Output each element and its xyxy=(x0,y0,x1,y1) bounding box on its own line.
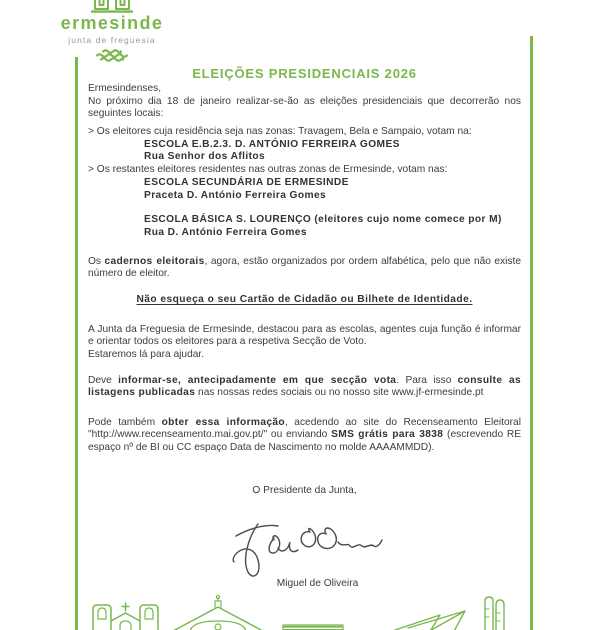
cadernos-paragraph xyxy=(88,256,521,281)
intro-paragraph xyxy=(88,83,521,121)
logo-name: ermesinde xyxy=(60,13,164,33)
school-1-address: Rua Senhor dos Aflitos xyxy=(144,151,266,163)
school-2-address: Praceta D. António Ferreira Gomes xyxy=(144,189,327,201)
pode-bold-2: SMS grátis para 3838 xyxy=(331,429,444,441)
cadernos-text-2: , agora, estão organizados por ordem alfabética, pelo que não existe número de eleitor. xyxy=(88,256,522,280)
school-1-name: ESCOLA E.B.2.3. D. ANTÓNIO FERREIRA GOMES xyxy=(144,138,400,150)
pode-bold-1: obter essa informação xyxy=(161,417,285,428)
cadernos-bold-1: cadernos eleitorais xyxy=(104,256,205,267)
right-border-line xyxy=(530,36,533,630)
cadernos-text-1: Os xyxy=(88,256,105,267)
dome-pavilion-icon xyxy=(173,595,263,630)
rule-zones-1: > Os eleitores cuja residência seja nas zonas: Travagem, Bela e Sampaio, votam na: xyxy=(88,126,472,137)
deve-paragraph xyxy=(88,375,521,400)
logo xyxy=(60,0,164,63)
tall-tower-icon xyxy=(485,597,504,630)
page-title: ELEIÇÕES PRESIDENCIAIS 2026 xyxy=(192,65,417,81)
school-2-name: ESCOLA SECUNDÁRIA DE ERMESINDE xyxy=(144,176,349,188)
angular-roofs-icon xyxy=(386,611,465,630)
pode-text-1: Pode também xyxy=(88,417,162,428)
school-3-address: Rua D. António Ferreira Gomes xyxy=(144,226,307,238)
pode-text-3: (escrevendo RE espaço nº de BI ou CC espaço Data de Nascimento no molde AAAAMMDD). xyxy=(88,429,522,453)
spacer xyxy=(88,202,521,214)
striped-building-icon xyxy=(283,625,343,630)
locations-list xyxy=(88,126,521,240)
school-3-name: ESCOLA BÁSICA S. LOURENÇO (eleitores cujo nome comece por M) xyxy=(144,214,502,226)
closing-line: O Presidente da Junta, xyxy=(252,485,357,496)
ajudar-text: Estaremos lá para ajudar. xyxy=(88,348,205,360)
signer-name: Miguel de Oliveira xyxy=(276,578,359,589)
church-facade-icon xyxy=(93,603,158,630)
id-card-reminder: Não esqueça o seu Cartão de Cidadão ou Bilhete de Identidade. xyxy=(136,294,473,305)
deve-text-3: nas nossas redes sociais ou no nosso site www.jf-ermesinde.pt xyxy=(195,387,484,399)
logo-subtitle: junta de freguesia xyxy=(68,35,156,45)
handwritten-signature xyxy=(222,512,392,584)
bridge-arches-icon xyxy=(90,0,134,13)
junta-text: A Junta da Freguesia de Ermesinde, destacou para as escolas, agentes cuja função é informar e orientar todos os eleitores para a respetiva Secção de Voto. xyxy=(88,324,521,348)
salutation: Ermesindenses, xyxy=(88,83,162,94)
deve-bold-2: consulte as listagens publicadas xyxy=(88,375,521,399)
deve-text-2: . Para isso xyxy=(396,375,458,386)
left-border-line xyxy=(75,57,78,630)
skyline-illustration xyxy=(88,595,512,630)
junta-paragraph xyxy=(88,324,521,361)
pode-text-2: , acedendo ao site do Recenseamento Eleitoral "http://www.recenseamento.mai.gov.pt/" ou enviando xyxy=(88,417,521,441)
deve-text-1: Deve xyxy=(88,375,119,386)
rule-zones-2: > Os restantes eleitores residentes nas outras zonas de Ermesinde, votam nas: xyxy=(88,164,448,176)
deve-bold-1: informar-se, antecipadamente em que secção vota xyxy=(118,375,397,386)
pode-paragraph xyxy=(88,417,521,454)
river-waves-icon xyxy=(92,48,132,63)
intro-text: No próximo dia 18 de janeiro realizar-se-ão as eleições presidenciais que decorrerão nos seguintes locais: xyxy=(88,95,521,120)
